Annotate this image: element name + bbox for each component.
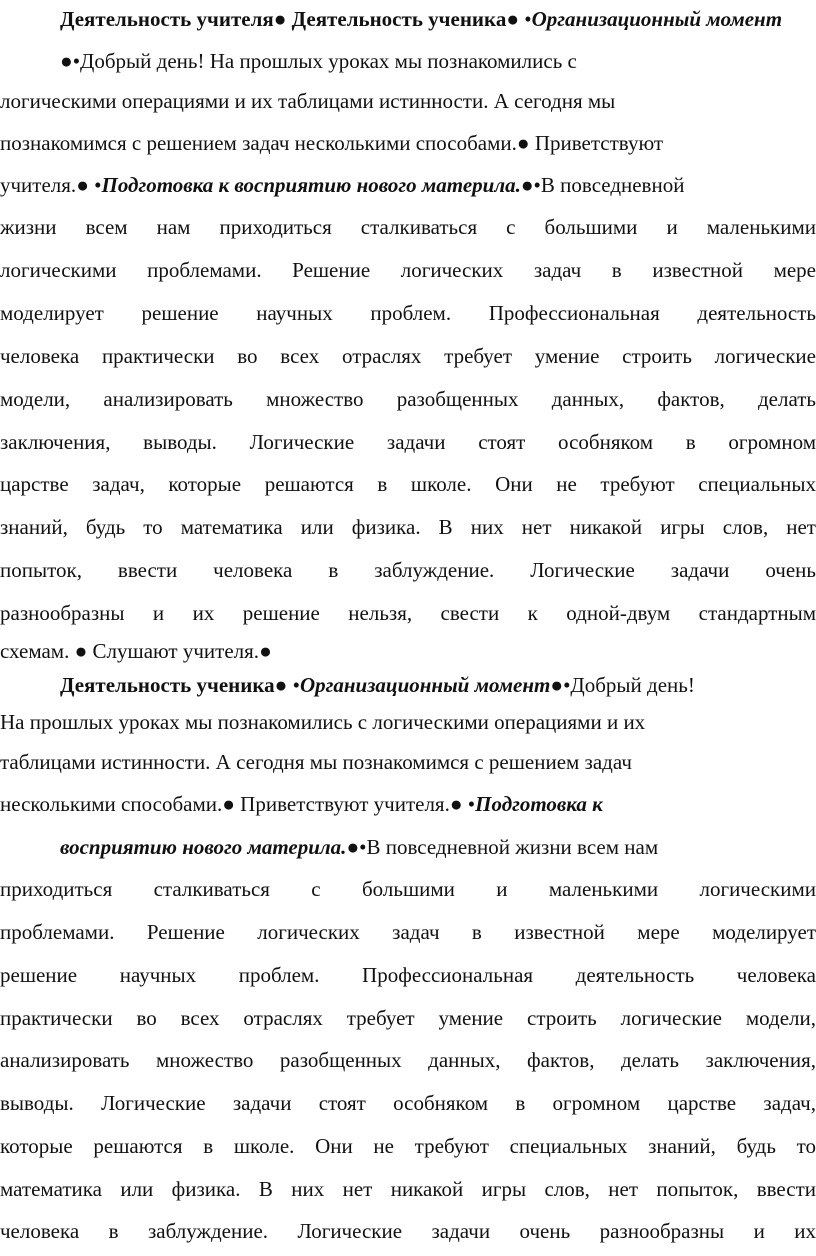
- text-line: приходиться сталкиваться с большими и маленькими логическими: [0, 877, 816, 901]
- text-line: логическими операциями и их таблицами истинности. А сегодня мы: [0, 89, 616, 113]
- text-line: [60, 46, 816, 76]
- text-line: [0, 170, 816, 200]
- bullet-icon: •: [467, 792, 476, 816]
- text-line: [60, 832, 816, 862]
- text-span: В повседневной жизни всем нам: [366, 835, 659, 859]
- stage-heading: Подготовка к восприятию нового материла.: [101, 173, 521, 197]
- text-span: Приветствуют учителя.: [240, 792, 450, 816]
- text-line: логическими проблемами. Решение логических задач в известной мере: [0, 258, 816, 282]
- text-line: модели, анализировать множество разобщенных данных, фактов, делать: [0, 387, 816, 411]
- text-span: Добрый день!: [570, 673, 695, 697]
- text-span: В повседневной: [540, 173, 685, 197]
- text-line: практически во всех отраслях требует умение строить логические модели,: [0, 1006, 816, 1030]
- bullet-icon: •: [94, 173, 102, 197]
- text-line: проблемами. Решение логических задач в известной мере моделирует: [0, 920, 816, 944]
- text-line: анализировать множество разобщенных данных, фактов, делать заключения,: [0, 1048, 816, 1072]
- text-span: Добрый день! На прошлых уроках мы познакомились с: [80, 49, 577, 73]
- col-student-heading: Деятельность ученика: [291, 7, 507, 31]
- text-span: учителя.: [0, 173, 77, 197]
- stage-heading: Организационный момент: [531, 7, 783, 31]
- text-line: На прошлых уроках мы познакомились с логическими операциями и их: [0, 710, 646, 734]
- text-line: разнообразны и их решение нельзя, свести к одной-двум стандартным: [0, 601, 816, 625]
- stage-heading: Организационный момент: [299, 673, 551, 697]
- stage-heading: восприятию нового материла.: [60, 835, 347, 859]
- bullet-icon: •: [524, 7, 532, 31]
- text-line: таблицами истинности. А сегодня мы познакомимся с решением задач: [0, 750, 632, 774]
- bullet-icon: ●: [60, 49, 73, 73]
- bullet-icon: •: [563, 673, 571, 697]
- col-student-heading: Деятельность ученика: [60, 673, 275, 697]
- col-teacher-heading: Деятельность учителя: [60, 7, 274, 31]
- bullet-icon: •: [292, 673, 300, 697]
- text-span: схемам.: [0, 639, 70, 663]
- text-line: выводы. Логические задачи стоят особняком в огромном царстве задач,: [0, 1091, 816, 1115]
- text-line: которые решаются в школе. Они не требуют специальных знаний, будь то: [0, 1134, 816, 1158]
- bullet-icon: ●: [516, 131, 530, 155]
- text-line: человека в заблуждение. Логические задачи очень разнообразны и их: [0, 1219, 816, 1243]
- text-span: несколькими способами.: [0, 792, 223, 816]
- text-line: решение научных проблем. Профессиональная деятельность человека: [0, 963, 816, 987]
- bullet-icon: ●: [76, 173, 89, 197]
- text-line: математика или физика. В них нет никакой игры слов, нет попыток, ввести: [0, 1177, 816, 1201]
- bullet-icon: •: [359, 835, 367, 859]
- bullet-icon: ●: [346, 835, 360, 859]
- text-line: [0, 789, 816, 819]
- text-span: Слушают учителя.: [92, 639, 260, 663]
- bullet-icon: ●: [506, 7, 520, 31]
- bullet-icon: ●: [550, 673, 564, 697]
- bullet-icon: •: [72, 49, 81, 73]
- text-line: попыток, ввести человека в заблуждение. Логические задачи очень: [0, 558, 816, 582]
- bullet-icon: ●: [274, 673, 288, 697]
- header-row-2: [60, 670, 816, 700]
- bullet-icon: ●: [259, 639, 272, 663]
- text-line: [0, 128, 816, 158]
- text-line: моделирует решение научных проблем. Профессиональная деятельность: [0, 301, 816, 325]
- bullet-icon: ●: [74, 639, 88, 663]
- bullet-icon: ●: [222, 792, 235, 816]
- text-line: заключения, выводы. Логические задачи стоят особняком в огромном: [0, 430, 816, 454]
- text-span: Приветствуют: [534, 131, 664, 155]
- header-row-1: [60, 4, 816, 34]
- text-line: царстве задач, которые решаются в школе. Они не требуют специальных: [0, 472, 816, 496]
- text-span: познакомимся с решением задач несколькими способами.: [0, 131, 517, 155]
- stage-heading: Подготовка к: [475, 792, 603, 816]
- text-line: [0, 636, 816, 666]
- text-line: человека практически во всех отраслях требует умение строить логические: [0, 344, 816, 368]
- bullet-icon: ●: [520, 173, 534, 197]
- text-line: знаний, будь то математика или физика. В них нет никакой игры слов, нет: [0, 515, 816, 539]
- text-line: жизни всем нам приходиться сталкиваться с большими и маленькими: [0, 215, 816, 239]
- bullet-icon: ●: [273, 7, 287, 31]
- bullet-icon: ●: [449, 792, 463, 816]
- bullet-icon: •: [533, 173, 541, 197]
